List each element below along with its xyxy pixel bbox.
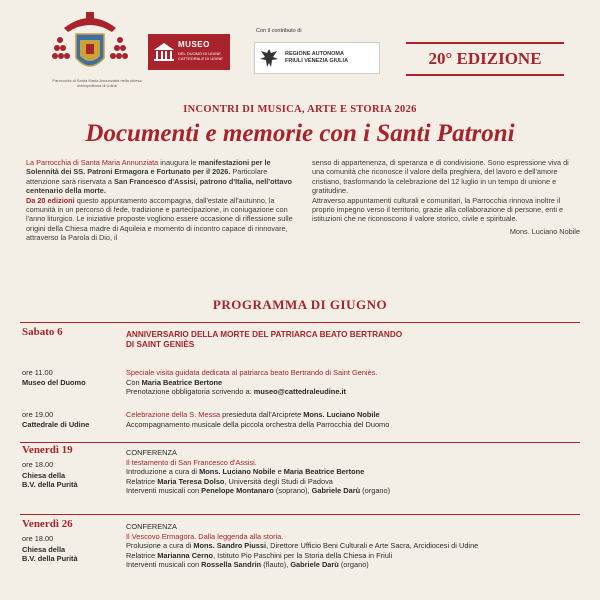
text-run: Particolare attenzione sarà riservata a [26,167,268,186]
bishop-coat-of-arms-logo [50,10,130,80]
event-details [126,448,586,496]
text-run: , Istituto Pio Paschini per la Storia della Chiesa in Friuli [213,550,393,560]
event-kind: CONFERENZA [126,448,177,457]
program-title: PROGRAMMA DI GIUGNO [212,297,388,312]
text-run: Prenotazione obbligatoria scrivendo a: [126,387,254,397]
text-run-highlight: Da 20 edizioni [26,195,75,205]
event-line [126,541,586,551]
header [0,0,600,98]
event-details [126,368,586,397]
event-title [126,410,586,420]
event-day: Venerdì 19 [22,444,73,456]
divider [20,322,580,323]
text-run: Relatrice [126,550,158,560]
person-name: Rossella Sandrin [201,560,262,570]
regione-line-1: REGIONE AUTONOMA [285,51,344,57]
text-run: inaugura le [158,158,199,167]
edition-badge: 20° EDIZIONE [406,42,564,76]
place-line: B.V. della Purità [22,554,78,564]
place-line: Chiesa della [22,471,66,480]
person-name: Penelope Montanaro [201,486,274,496]
text-run-bold: San Francesco d'Assisi, patrono d'Italia, nell'ottavo centenario della morte. [26,176,292,196]
event-time: ore 11.00 [22,368,53,377]
eagle-icon [259,47,279,69]
event-time: ore 18.00 [22,534,54,543]
event-line [126,486,586,496]
intro-column-right [312,158,580,236]
museo-caption: DEL DUOMO DI UDINE CATTEDRALE DI UDINE [178,51,223,61]
event-heading [126,330,586,350]
intro-column-left [26,158,298,243]
place-line: Chiesa della [22,545,66,554]
intro-paragraph-4: Attraverso appuntamenti culturali e comunitari, la Parrocchia rinnova inoltre il proprio impegno verso il territorio, grazie alla collaborazione di persone, enti e istituzioni che ne riconoscono il valore storico, civile e spirituale. [312,195,564,224]
person-name: Maria Teresa Dolso [157,476,225,486]
person-name: Mons. Sandro Piussi [193,541,267,551]
text-run: e [275,467,284,477]
event-title: Il testamento di San Francesco d'Assisi. [126,457,257,467]
event-place [22,545,112,564]
event-venerdi-26 [22,520,582,586]
event-sabato-6 [22,328,582,436]
text-run: , Direttore Ufficio Beni Culturali e Arte Sacra, Arcidiocesi di Udine [266,541,479,551]
intro-paragraph-1 [26,158,298,196]
event-line [126,387,586,397]
subtitle: INCONTRI DI MUSICA, ARTE E STORIA 2026 [183,104,417,115]
email-link[interactable]: museo@cattedraleudine.it [253,387,347,397]
event-title: Speciale visita guidata dedicata al patriarca beato Bertrando di Saint Geniès. [126,368,378,377]
museo-del-duomo-logo [148,34,230,70]
event-heading-line: DI SAINT GENIÈS [126,340,195,349]
event-venerdi-19 [22,446,582,510]
text-run: Introduzione a cura di [126,467,200,477]
text-run-bold: manifestazioni per le Solennità dei SS. Patroni Ermagora e Fortunato per il 2026. [26,158,271,177]
page-title: Documenti e memorie con i Santi Patroni [85,120,515,147]
person-name: Gabriele Darù [290,560,339,570]
text-run: , Università degli Studi di Padova [224,476,333,486]
person-name: Marianna Cerno [157,550,214,560]
event-details [126,410,586,429]
event-kind: CONFERENZA [126,522,177,531]
person-name: Mons. Luciano Nobile [199,467,276,477]
intro-paragraph-3: senso di appartenenza, di speranza e di condivisione. Sono espressione viva di una comunità che riconosce il valore della preghiera, del lavoro e dell'amore cristiano, trasformando la celebrazione del 12 luglio in un tempo di unione e gratitudine. [312,158,569,196]
event-line: Accompagnamento musicale della piccola orchestra della Parrocchia del Duomo [126,419,390,429]
event-time: ore 19.00 [22,410,54,419]
event-place [22,471,112,490]
event-time: ore 18.00 [22,460,54,469]
text-run: presieduta dall'Arciprete [220,410,304,419]
event-day: Venerdì 26 [22,518,73,530]
text-run: (soprano), [273,486,312,496]
event-place: Museo del Duomo [22,378,86,387]
text-run: (organo) [338,560,369,570]
contribution-label: Con il contributo di [256,28,302,34]
museum-building-icon [153,42,175,62]
signature: Mons. Luciano Nobile [509,226,580,236]
divider [20,442,580,443]
person-name: Gabriele Darù [311,486,361,496]
text-run-highlight: Celebrazione della S. Messa [126,410,221,419]
event-line [126,551,586,561]
place-line: B.V. della Purità [22,480,78,490]
intro-paragraph-2 [26,196,298,243]
regione-fvg-logo [254,42,380,74]
museo-name: MUSEO [178,40,210,49]
event-line [126,378,586,388]
text-run: (flauto), [261,560,291,570]
event-line [126,477,586,487]
event-heading-line: ANNIVERSARIO DELLA MORTE DEL PATRIARCA BEATO BERTRANDO [126,330,403,339]
text-run: questo appuntamento accompagna, dall'estate all'autunno, la comunità in un percorso di fede, tradizione e partecipazione, in coniugazione con l'anno liturgico. Le iniziative proposte vogliono essere occasione di riflessione sulle origini della Chiesa madre di Aquileia e momento di incontro capace di rinnovare, attraverso la Parola di Dio, il [26,195,293,243]
text-run: Relatrice [126,476,158,486]
text-run: Prolusione a cura di [126,541,194,551]
person-name: Maria Beatrice Bertone [141,377,223,387]
parish-name: La Parrocchia di Santa Maria Annunziata [26,158,159,167]
event-details [126,522,586,570]
event-title: Il Vescovo Ermagora. Dalla leggenda alla storia. [126,531,284,541]
divider [20,514,580,515]
crest-caption: Parrocchia di Santa Maria Annunziata nella chiesa metropolitana di Udine [52,78,142,88]
person-name: Maria Beatrice Bertone [283,467,365,477]
text-run: (organo) [360,486,391,496]
text-run: Interventi musicali con [126,486,202,496]
event-place: Cattedrale di Udine [22,420,90,429]
text-run: Con [126,377,142,387]
event-day: Sabato 6 [22,326,63,338]
event-line [126,560,586,570]
text-run: Interventi musicali con [126,560,202,570]
regione-line-2: FRIULI VENEZIA GIULIA [285,58,349,64]
person-name: Mons. Luciano Nobile [303,410,380,419]
event-line [126,467,586,477]
